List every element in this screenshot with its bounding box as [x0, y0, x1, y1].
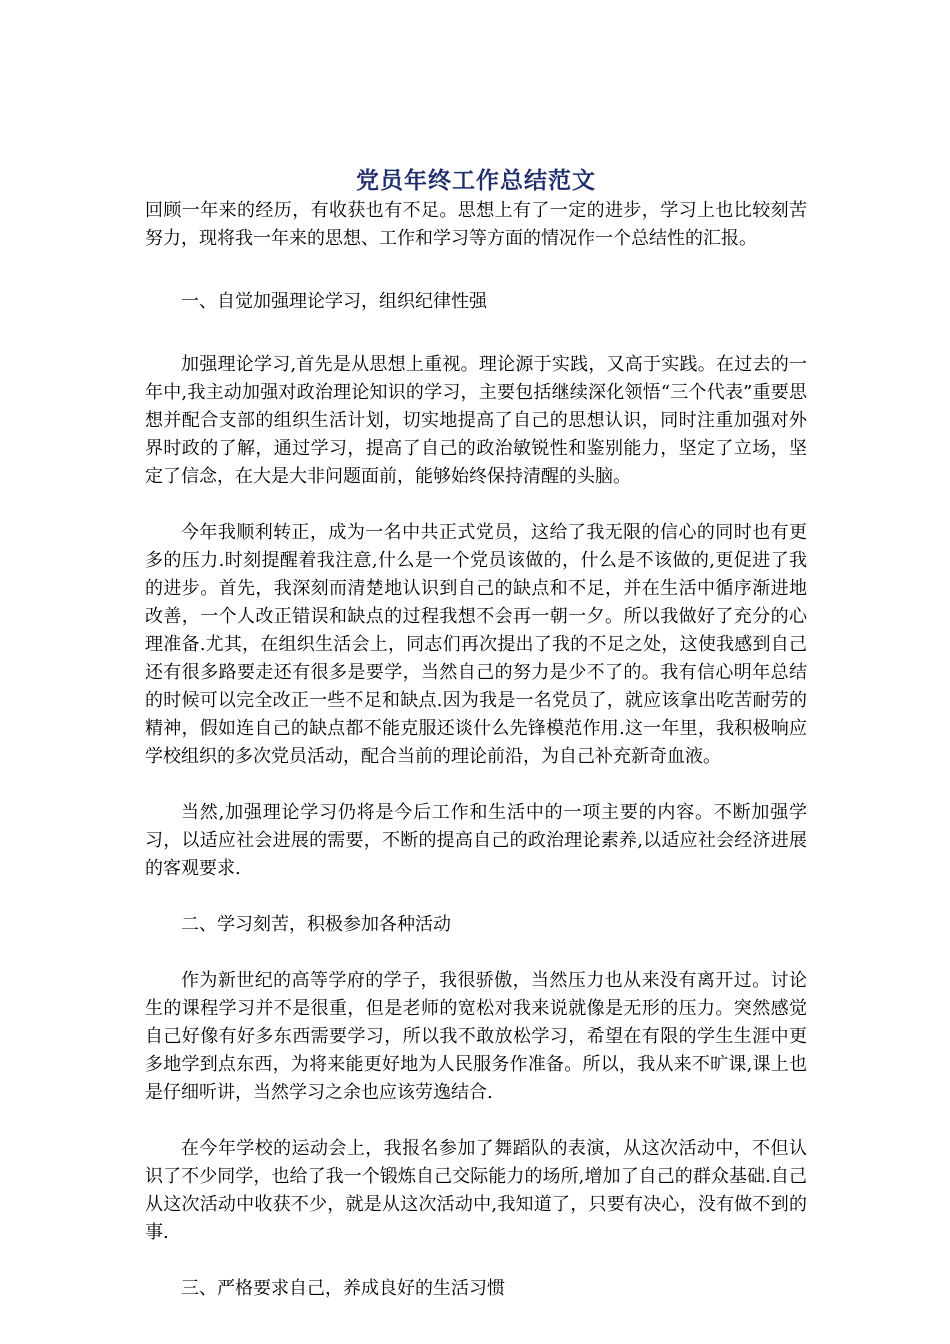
section-3-heading: 三、严格要求自己，养成良好的生活习惯 — [181, 1278, 505, 1299]
section-1-paragraph-2: 今年我顺利转正，成为一名中共正式党员，这给了我无限的信心的同时也有更多的压力.时刻提醒着我注意,什么是一个党员该做的，什么是不该做的,更促进了我的进步。首先，我深刻而清楚地认识到自己的缺点和不足，并在生活中循序渐进地改善，一个人改正错误和缺点的过程我想不会再一朝一夕。所以我做好了充分的心理准备.尤其，在组织生活会上，同志们再次提出了我的不足之处，这使我感到自己还有很多路要走还有很多是要学，当然自己的努力是少不了的。我有信心明年总结的时候可以完全改正一些不足和缺点.因为我是一名党员了，就应该拿出吃苦耐劳的精神，假如连自己的缺点都不能克服还谈什么先锋模范作用.这一年里，我积极响应学校组织的多次党员活动，配合当前的理论前沿，为自己补充新奇血液。 — [145, 522, 807, 767]
section-2-heading: 二、学习刻苦，积极参加各种活动 — [181, 914, 451, 935]
document-page — [145, 165, 807, 1303]
section-1-heading: 一、自觉加强理论学习，组织纪律性强 — [181, 291, 487, 312]
section-2-paragraph-1: 作为新世纪的高等学府的学子，我很骄傲，当然压力也从来没有离开过。讨论生的课程学习并不是很重，但是老师的宽松对我来说就像是无形的压力。突然感觉自己好像有好多东西需要学习，所以我不敢放松学习，希望在有限的学生生涯中更多地学到点东西，为将来能更好地为人民服务作准备。所以，我从来不旷课,课上也是仔细听讲，当然学习之余也应该劳逸结合. — [145, 970, 807, 1103]
section-1-paragraph-1: 加强理论学习,首先是从思想上重视。理论源于实践，又高于实践。在过去的一年中,我主动加强对政治理论知识的学习，主要包括继续深化领悟“三个代表”重要思想并配合支部的组织生活计划，切实地提高了自己的思想认识，同时注重加强对外界时政的了解，通过学习，提高了自己的政治敏锐性和鉴别能力，坚定了立场，坚定了信念，在大是大非问题面前，能够始终保持清醒的头脑。 — [145, 354, 807, 487]
intro-paragraph: 回顾一年来的经历，有收获也有不足。思想上有了一定的进步，学习上也比较刻苦努力，现将我一年来的思想、工作和学习等方面的情况作一个总结性的汇报。 — [145, 200, 807, 249]
section-1-paragraph-3: 当然,加强理论学习仍将是今后工作和生活中的一项主要的内容。不断加强学习，以适应社会进展的需要，不断的提高自己的政治理论素养,以适应社会经济进展的客观要求. — [145, 802, 807, 879]
document-title: 党员年终工作总结范文 — [356, 167, 596, 194]
section-2-paragraph-2: 在今年学校的运动会上，我报名参加了舞蹈队的表演，从这次活动中，不但认识了不少同学，也给了我一个锻炼自己交际能力的场所,增加了自己的群众基础.自己从这次活动中收获不少，就是从这次活动中,我知道了，只要有决心，没有做不到的事. — [145, 1138, 807, 1243]
